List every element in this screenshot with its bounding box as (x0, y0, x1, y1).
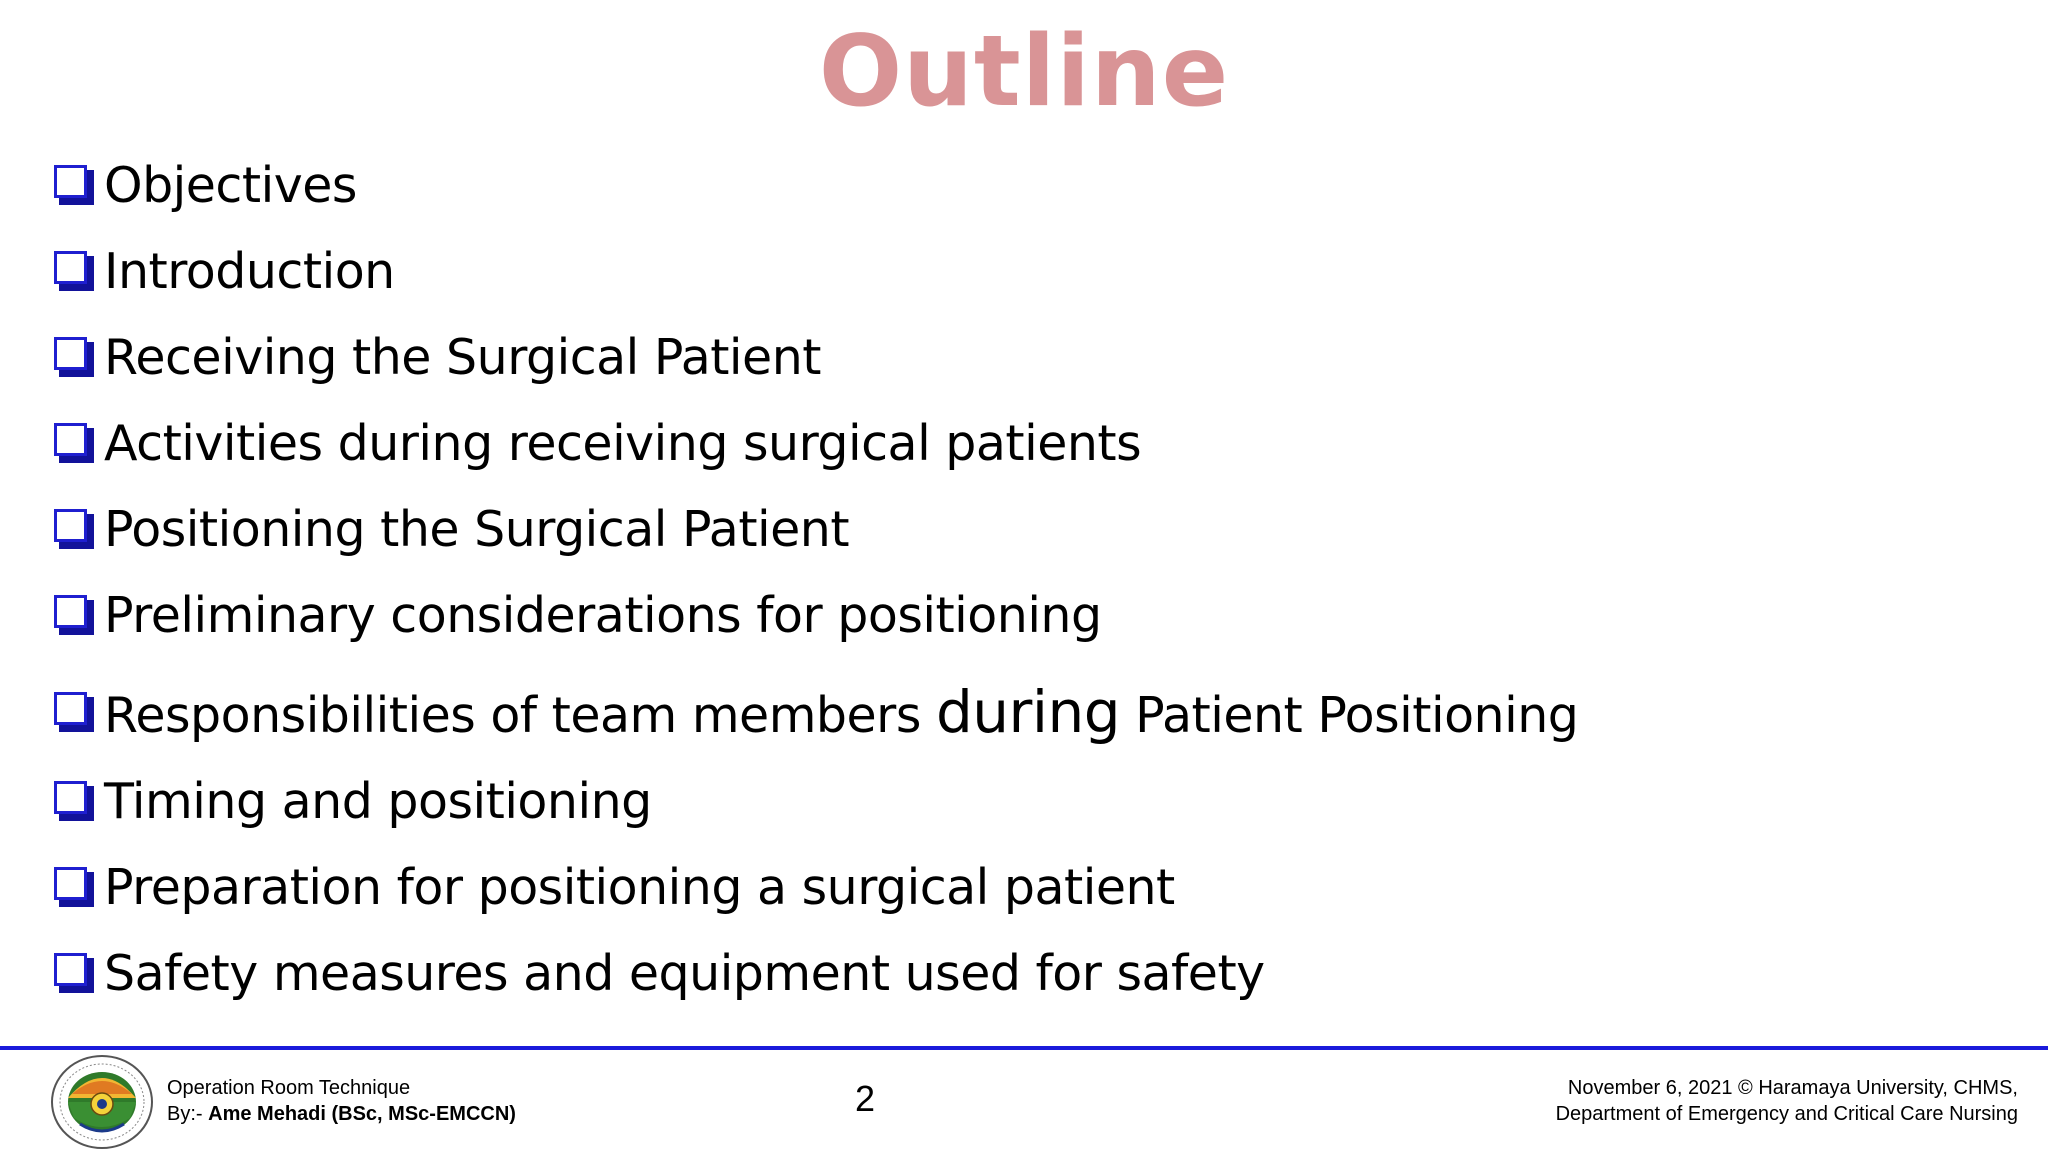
page-number: 2 (854, 1078, 876, 1119)
checkbox-icon (54, 595, 94, 635)
outline-item-emphasis: during (935, 678, 1121, 746)
outline-item-label (104, 678, 1578, 746)
outline-item-timing (54, 766, 652, 836)
checkbox-icon (54, 165, 94, 205)
outline-item-label: Timing and positioning (104, 772, 652, 830)
outline-item-objectives (54, 150, 357, 220)
outline-item-preparation (54, 852, 1175, 922)
checkbox-icon (54, 692, 94, 732)
outline-item-safety (54, 938, 1265, 1008)
outline-item-label: Preliminary considerations for positioning (104, 586, 1102, 644)
outline-item-label: Introduction (104, 242, 395, 300)
outline-item-label-part: Patient Positioning (1120, 687, 1579, 744)
checkbox-icon (54, 337, 94, 377)
outline-item-label: Objectives (104, 156, 357, 214)
outline-item-label: Safety measures and equipment used for safety (104, 944, 1265, 1002)
footer-course-title: Operation Room Technique (167, 1077, 411, 1099)
footer-department: Department of Emergency and Critical Care Nursing (1555, 1103, 2018, 1125)
outline-item-receiving (54, 322, 821, 392)
outline-item-introduction (54, 236, 395, 306)
footer-author: Ame Mehadi (BSc, MSc-EMCCN) (208, 1103, 516, 1125)
outline-item-label-part: Responsibilities of team members (104, 687, 936, 744)
footer-institution-info (1556, 1075, 2018, 1127)
outline-item-activities (54, 408, 1141, 478)
checkbox-icon (54, 867, 94, 907)
checkbox-icon (54, 251, 94, 291)
outline-item-positioning (54, 494, 849, 564)
outline-item-label: Activities during receiving surgical patients (104, 414, 1142, 472)
checkbox-icon (54, 953, 94, 993)
outline-item-responsibilities (54, 677, 1578, 747)
outline-item-preliminary (54, 580, 1102, 650)
outline-item-label: Receiving the Surgical Patient (104, 328, 821, 386)
footer-date-copyright: November 6, 2021 © Haramaya University, CHMS, (1567, 1077, 2018, 1099)
checkbox-icon (54, 509, 94, 549)
footer-divider (0, 1046, 2048, 1050)
outline-item-label: Positioning the Surgical Patient (104, 500, 850, 558)
checkbox-icon (54, 781, 94, 821)
outline-item-label: Preparation for positioning a surgical patient (104, 858, 1175, 916)
slide-title: Outline (818, 15, 1230, 129)
footer-by-label: By:- (167, 1103, 209, 1125)
checkbox-icon (54, 423, 94, 463)
